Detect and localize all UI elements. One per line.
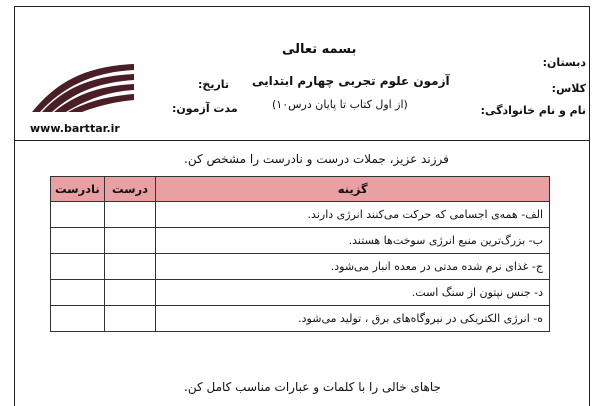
header-option: گزینه	[156, 177, 550, 202]
correct-cell[interactable]	[104, 228, 156, 254]
section1-instruction: فرزند عزیز، جملات درست و نادرست را مشخص کن.	[184, 152, 449, 166]
correct-cell[interactable]	[104, 280, 156, 306]
section2-instruction: جاهای خالی را با کلمات و عبارات مناسب کامل کن.	[184, 380, 441, 394]
school-label: دبستان:	[542, 56, 586, 69]
date-label: تاریخ:	[198, 78, 230, 91]
table-row	[51, 306, 550, 332]
statement-text: ه- انرژی الکتریکی در نیروگاه‌های برق ، تولید می‌شود.	[156, 306, 550, 332]
incorrect-cell[interactable]	[51, 228, 105, 254]
header-incorrect: نادرست	[51, 177, 105, 202]
incorrect-cell[interactable]	[51, 306, 105, 332]
correct-cell[interactable]	[104, 254, 156, 280]
correct-cell[interactable]	[104, 202, 156, 228]
name-label: نام و نام خانوادگی:	[480, 104, 586, 117]
exam-title: آزمون علوم تجربی چهارم ابتدایی	[252, 74, 450, 88]
incorrect-cell[interactable]	[51, 280, 105, 306]
exam-scope: (از اول کتاب تا پایان درس۱۰)	[272, 98, 408, 111]
table-row	[51, 254, 550, 280]
statement-text: الف- همه‌ی اجسامی که حرکت می‌کنند انرژی دارند.	[156, 202, 550, 228]
correct-cell[interactable]	[104, 306, 156, 332]
table-row	[51, 202, 550, 228]
class-label: کلاس:	[551, 82, 586, 95]
website-url: www.barttar.ir	[30, 122, 120, 135]
duration-label: مدت آزمون:	[172, 102, 238, 115]
statement-text: ب- بزرگ‌ترین منبع انرژی سوخت‌ها هستند.	[156, 228, 550, 254]
table-header-row	[51, 177, 550, 202]
table-row	[51, 280, 550, 306]
barttar-logo-icon	[28, 60, 138, 116]
basmala: بسمه تعالی	[282, 42, 357, 57]
table-row	[51, 228, 550, 254]
incorrect-cell[interactable]	[51, 254, 105, 280]
header-divider	[14, 140, 590, 141]
incorrect-cell[interactable]	[51, 202, 105, 228]
statement-text: ج- غذای نرم شده مدتی در معده انبار می‌شود.	[156, 254, 550, 280]
statement-text: د- جنس نپتون از سنگ است.	[156, 280, 550, 306]
true-false-table	[50, 176, 550, 332]
header-correct: درست	[104, 177, 156, 202]
